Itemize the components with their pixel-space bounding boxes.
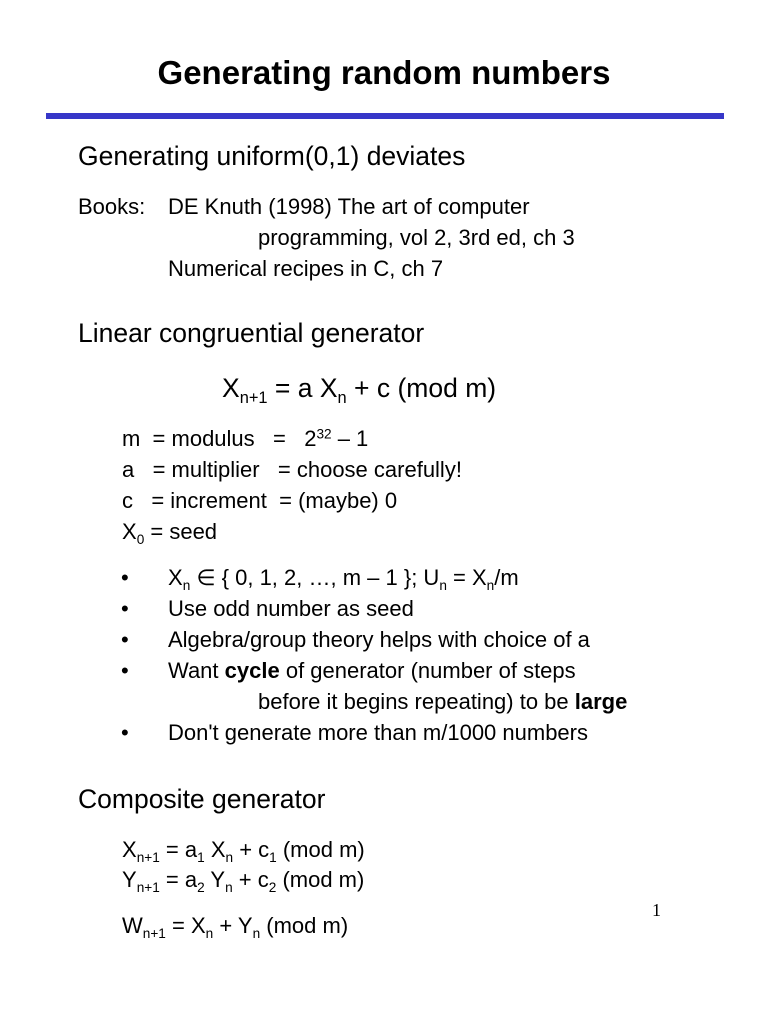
bullet-cycle-line1: Want cycle of generator (number of steps xyxy=(168,658,576,683)
books-label: Books: xyxy=(78,194,146,219)
def-multiplier: a = multiplier = choose carefully! xyxy=(122,457,462,482)
def-seed: $X_0$ = seed xyxy=(122,519,218,547)
bullet-group-theory: Algebra/group theory helps with choice of a xyxy=(168,627,590,652)
bullet-marker: • xyxy=(121,627,129,652)
def-modulus: m = modulus = $2^{32} - 1$ xyxy=(122,426,369,451)
composite-eq-x: $X_{n+1} = a_1$ $X_n + c_1$ (mod m) xyxy=(122,837,365,865)
bullet-odd-seed: Use odd number as seed xyxy=(168,596,414,621)
book-knuth-line2: programming, vol 2, 3rd ed, ch 3 xyxy=(258,225,575,250)
bullet-marker: • xyxy=(121,658,129,683)
book-numerical-recipes: Numerical recipes in C, ch 7 xyxy=(168,256,444,281)
lcg-formula: $X_{n+1} = a$ $X_n + c$ (mod m) xyxy=(222,373,497,407)
title-underline xyxy=(46,113,724,119)
bullet-cycle-line2: before it begins repeating) to be large xyxy=(258,689,628,714)
composite-eq-y: $Y_{n+1} = a_2$ $Y_n + c_2$ (mod m) xyxy=(122,867,365,895)
composite-eq-w: $W_{n+1} = X_n + Y_n$ (mod m) xyxy=(122,913,349,941)
book-knuth-line1: DE Knuth (1998) The art of computer xyxy=(168,194,530,219)
bullet-marker: • xyxy=(121,720,129,745)
def-increment: c = increment = (maybe) 0 xyxy=(122,488,398,513)
slide-title: Generating random numbers xyxy=(157,54,611,91)
bullet-marker: • xyxy=(121,565,129,590)
bullet-limit: Don't generate more than m/1000 numbers xyxy=(168,720,588,745)
section-heading-composite: Composite generator xyxy=(78,784,326,814)
page-number: 1 xyxy=(652,900,661,920)
bullet-marker: • xyxy=(121,596,129,621)
bullet-range: $X_n$ ∈ { 0, 1, 2, …, m – 1 }; $U_n = X_n/m$ xyxy=(168,565,519,593)
section-heading-lcg: Linear congruential generator xyxy=(78,318,425,348)
section-heading-uniform: Generating uniform(0,1) deviates xyxy=(78,141,466,171)
